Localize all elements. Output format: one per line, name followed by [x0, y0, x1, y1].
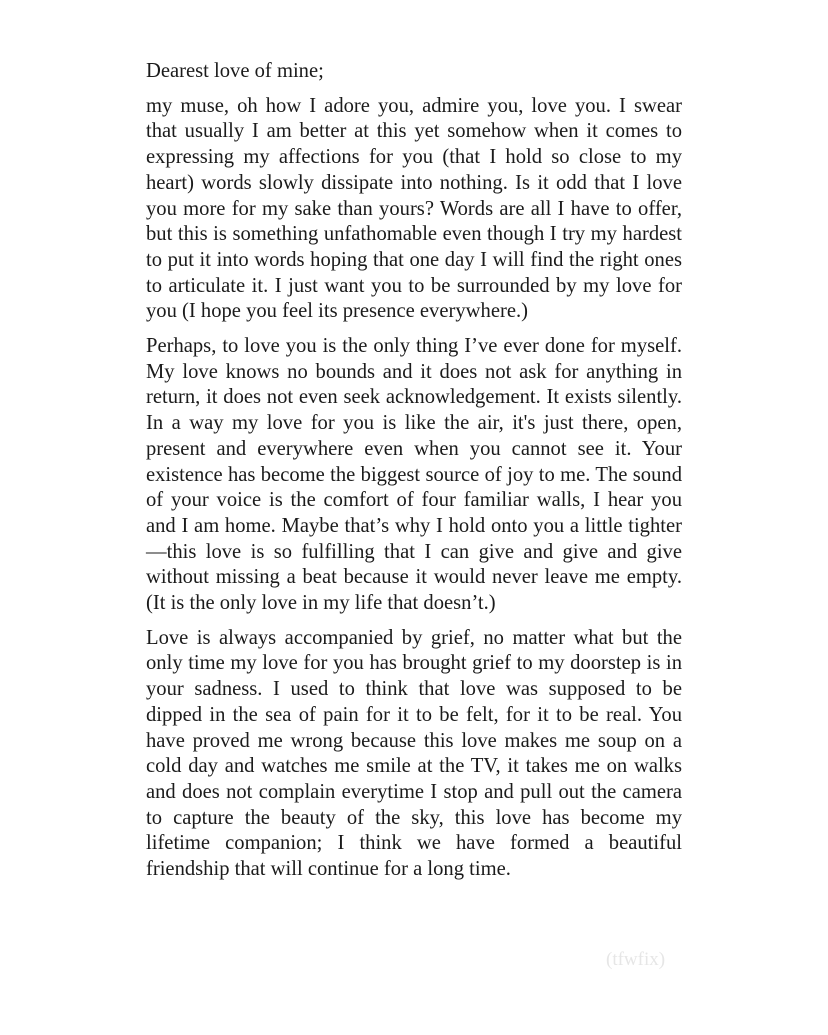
watermark-text: (tfwfix): [606, 949, 666, 970]
letter-paragraph-3: Love is always accompanied by grief, no matter what but the only time my love for you has brought grief to my doorstep is in your sadness. I used to think that love was supposed to be dipped in the sea of pain for it to be felt, for it to be real. You have proved me wrong because this love makes me soup on a cold day and watches me smile at the TV, it takes me on walks and does not complain everytime I stop and pull out the camera to capture the beauty of the sky, this love has become my lifetime companion; I think we have formed a beautiful friendship that will continue for a long time.: [146, 626, 682, 881]
letter-salutation: Dearest love of mine;: [146, 60, 324, 82]
letter-body: [146, 59, 682, 892]
letter-paragraph-2: Perhaps, to love you is the only thing I’ve ever done for myself. My love knows no bounds and it does not ask for anything in return, it does not even seek acknowledgement. It exists silently. In a way my love for you is like the air, it's just there, open, present and everywhere even when you cannot see it. Your existence has become the biggest source of joy to me. The sound of your voice is the comfort of four familiar walls, I hear you and I am home. Maybe that’s why I hold onto you a little tighter—this love is so fulfilling that I can give and give and give without missing a beat because it would never leave me empty. (It is the only love in my life that doesn’t.): [146, 335, 682, 615]
letter-paragraph-1: my muse, oh how I adore you, admire you, love you. I swear that usually I am better at this yet somehow when it comes to expressing my affections for you (that I hold so close to my heart) words slowly dissipate into nothing. Is it odd that I love you more for my sake than yours? Words are all I have to offer, but this is something unfathomable even though I try my hardest to put it into words hoping that one day I will find the right ones to articulate it. I just want you to be surrounded by my love for you (I hope you feel its presence everywhere.): [146, 94, 682, 323]
